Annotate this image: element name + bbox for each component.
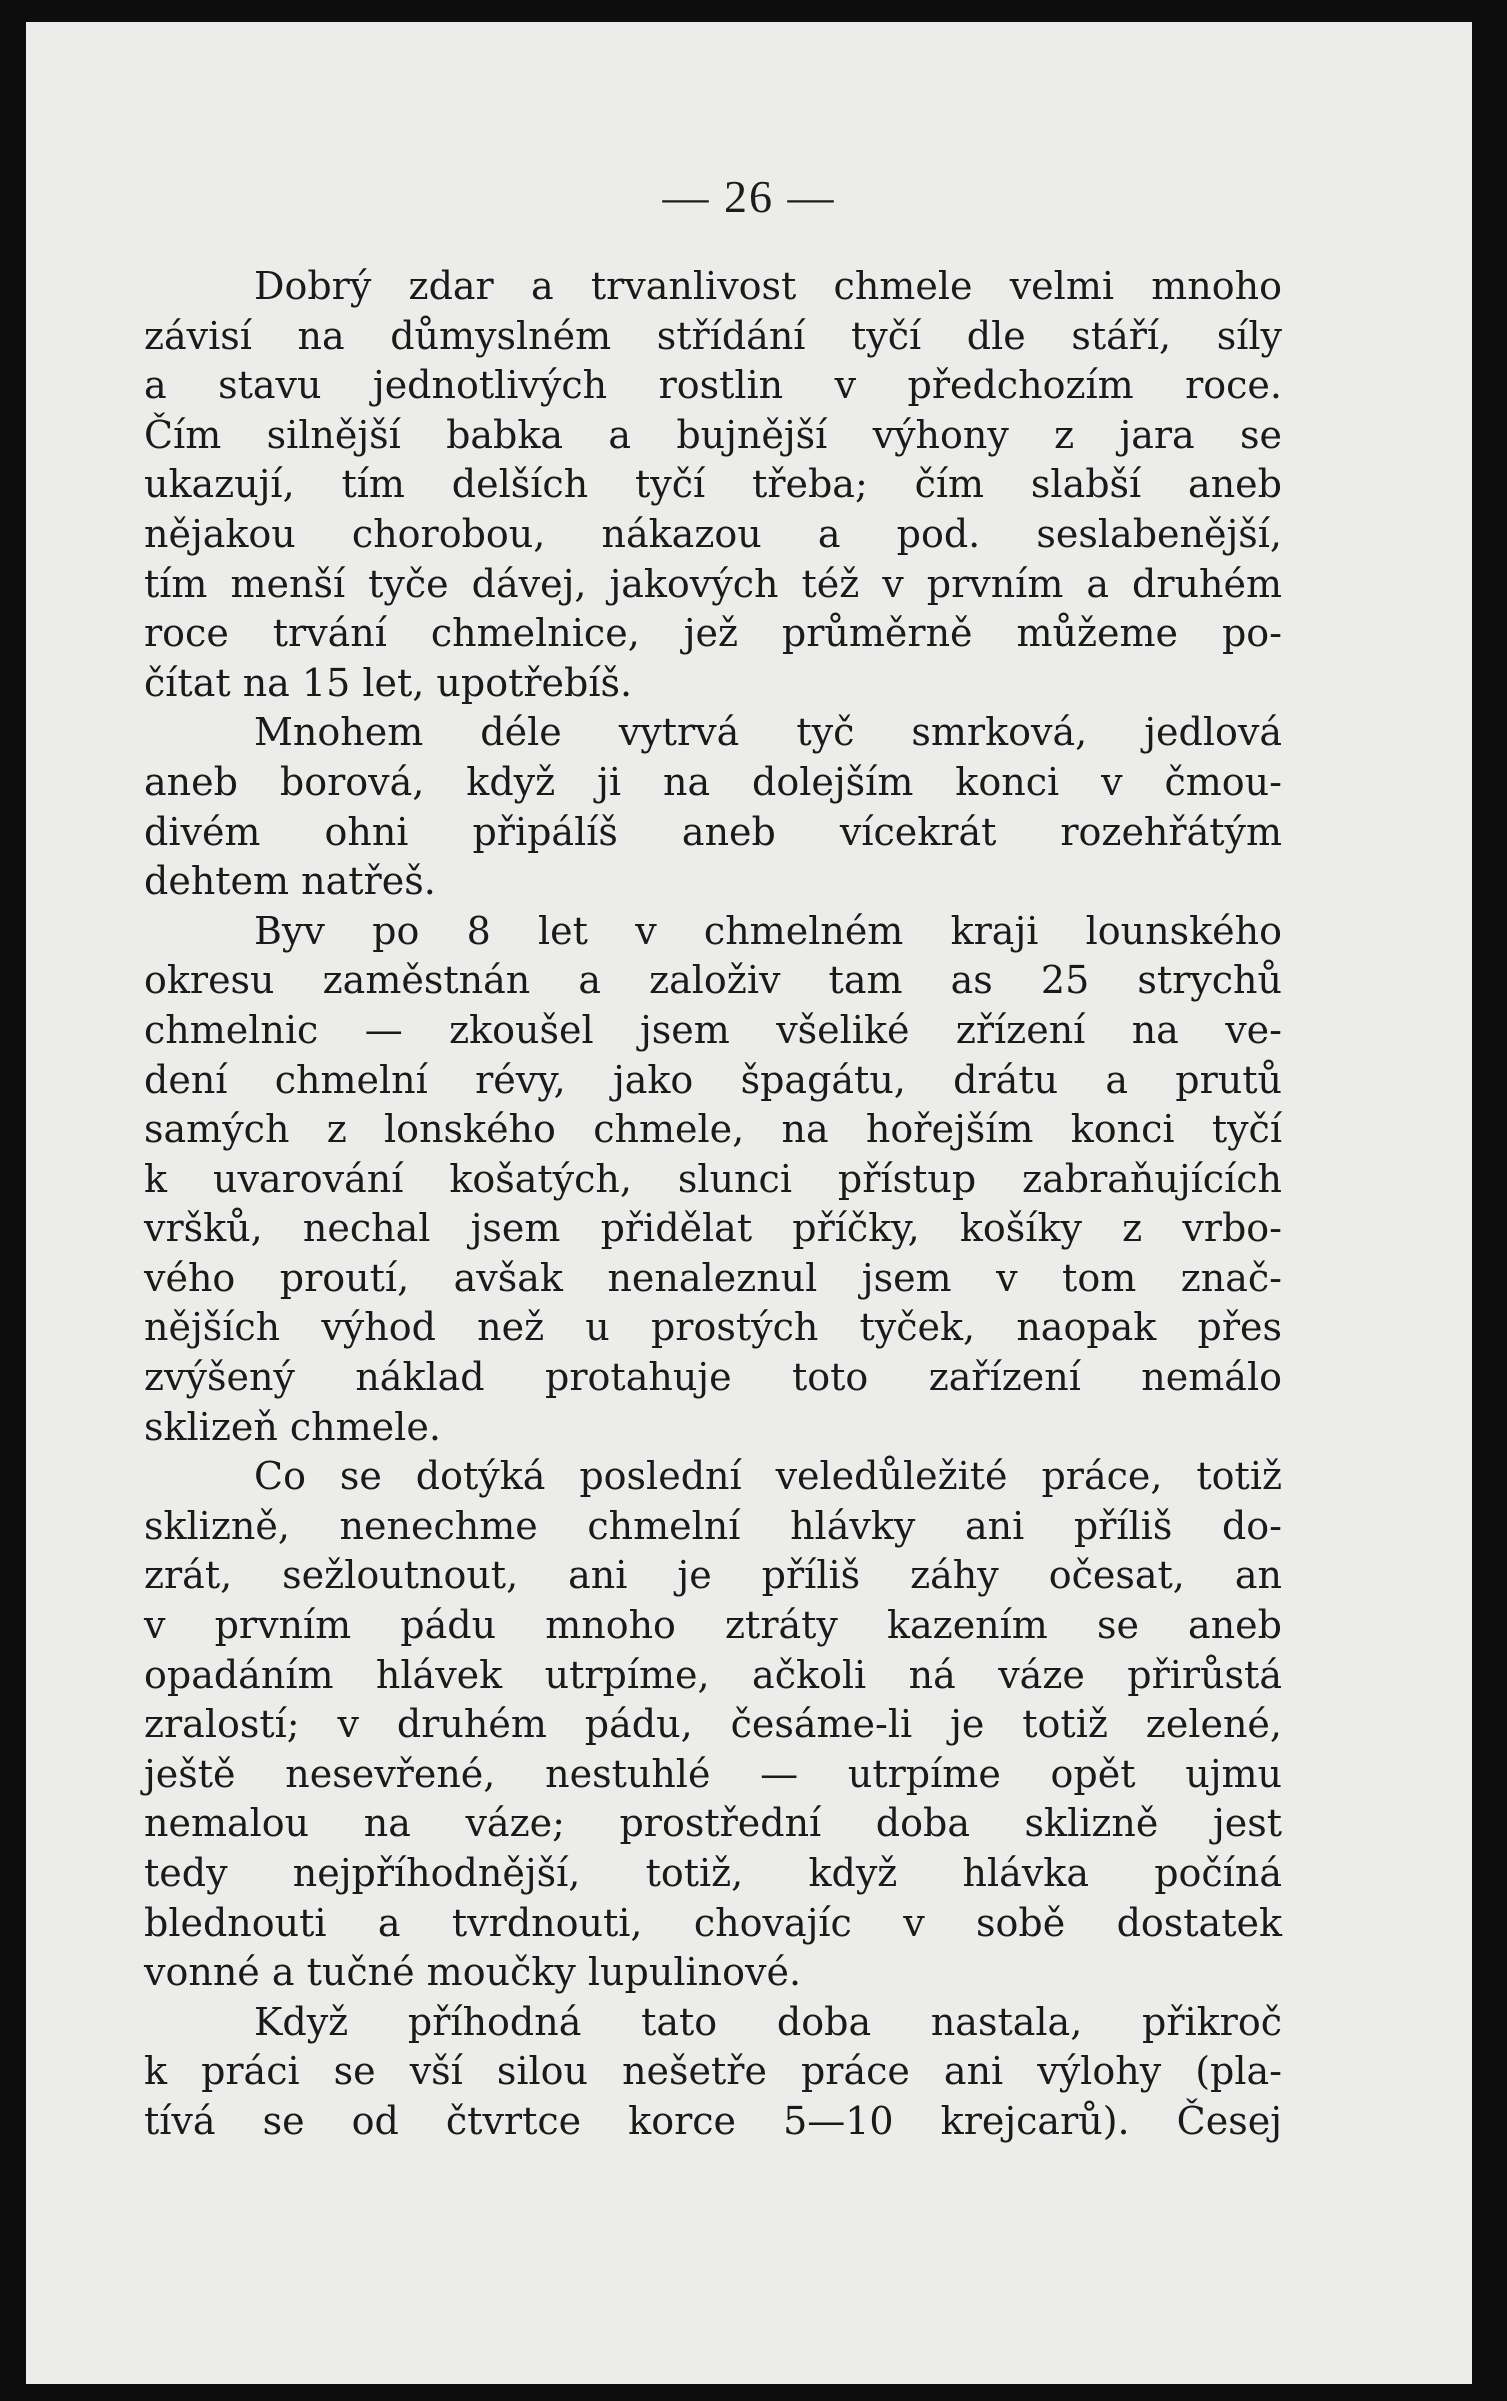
text-line: vonné a tučné moučky lupulinové.	[144, 1950, 802, 1995]
text-line: dení chmelní révy, jako špagátu, drátu a prutů	[144, 1057, 1282, 1102]
text-line: vého proutí, avšak nenaleznul jsem v tom znač-	[144, 1255, 1282, 1300]
text-line: chmelnic — zkoušel jsem všeliké zřízení na ve-	[144, 1007, 1282, 1052]
text-line: zvýšený náklad protahuje toto zařízení nemálo	[144, 1355, 1282, 1400]
text-line: opadáním hlávek utrpíme, ačkoli ná váze přirůstá	[144, 1652, 1282, 1697]
text-line: zrát, sežloutnout, ani je příliš záhy očesat, an	[144, 1553, 1282, 1598]
text-line: k práci se vší silou nešetře práce ani výlohy (pla-	[144, 2049, 1282, 2094]
text-line: divém ohni připálíš aneb vícekrát rozehřátým	[144, 809, 1282, 854]
text-line: dehtem natřeš.	[144, 859, 436, 904]
page-number: — 26 —	[662, 171, 836, 222]
text-line: nějakou chorobou, nákazou a pod. seslabenější,	[144, 511, 1282, 556]
text-line: závisí na důmyslném střídání tyčí dle stáří, síly	[144, 313, 1282, 358]
text-line: vršků, nechal jsem přidělat příčky, košíky z vrbo-	[144, 1206, 1282, 1251]
text-line: a stavu jednotlivých rostlin v předchozím roce.	[144, 363, 1282, 408]
text-line: v prvním pádu mnoho ztráty kazením se aneb	[144, 1603, 1282, 1648]
text-line: tedy nejpříhodnější, totiž, když hlávka počíná	[144, 1851, 1282, 1895]
text-line: roce trvání chmelnice, jež průměrně můžeme po-	[144, 611, 1282, 656]
text-line: Když příhodná tato doba nastala, přikroč	[254, 1999, 1282, 2044]
text-line: Mnohem déle vytrvá tyč smrková, jedlová	[254, 710, 1282, 755]
text-line: samých z lonského chmele, na hořejším konci tyčí	[144, 1107, 1282, 1152]
text-line: Dobrý zdar a trvanlivost chmele velmi mnoho	[254, 264, 1282, 308]
text-line: Byv po 8 let v chmelném kraji lounského	[254, 908, 1282, 953]
text-line: ukazují, tím delších tyčí třeba; čím slabší aneb	[144, 462, 1282, 507]
text-line: sklizeň chmele.	[144, 1404, 441, 1449]
text-line: Čím silnější babka a bujnější výhony z jara se	[144, 412, 1282, 457]
book-page	[26, 22, 1472, 2384]
text-line: Co se dotýká poslední veledůležité práce, totiž	[254, 1454, 1282, 1499]
text-line: blednouti a tvrdnouti, chovajíc v sobě dostatek	[144, 1900, 1282, 1945]
text-line: ještě nesevřené, nestuhlé — utrpíme opět ujmu	[144, 1751, 1282, 1796]
text-line: aneb borová, když ji na dolejším konci v čmou-	[144, 759, 1282, 804]
text-line: okresu zaměstnán a založiv tam as 25 strychů	[144, 958, 1282, 1003]
text-line: nějších výhod než u prostých tyček, naopak přes	[144, 1305, 1282, 1350]
text-line: sklizně, nenechme chmelní hlávky ani příliš do-	[144, 1503, 1282, 1548]
text-line: zralostí; v druhém pádu, česáme-li je totiž zelené,	[144, 1702, 1282, 1747]
text-line: tívá se od čtvrtce korce 5—10 krejcarů). Česej	[144, 2098, 1282, 2143]
text-line: čítat na 15 let, upotřebíš.	[144, 660, 633, 705]
text-line: k uvarování košatých, slunci přístup zabraňujících	[144, 1156, 1282, 1201]
text-line: nemalou na váze; prostřední doba sklizně jest	[144, 1801, 1282, 1846]
body-text	[144, 262, 1282, 2147]
text-line: tím menší tyče dávej, jakových též v prvním a druhém	[144, 561, 1282, 606]
